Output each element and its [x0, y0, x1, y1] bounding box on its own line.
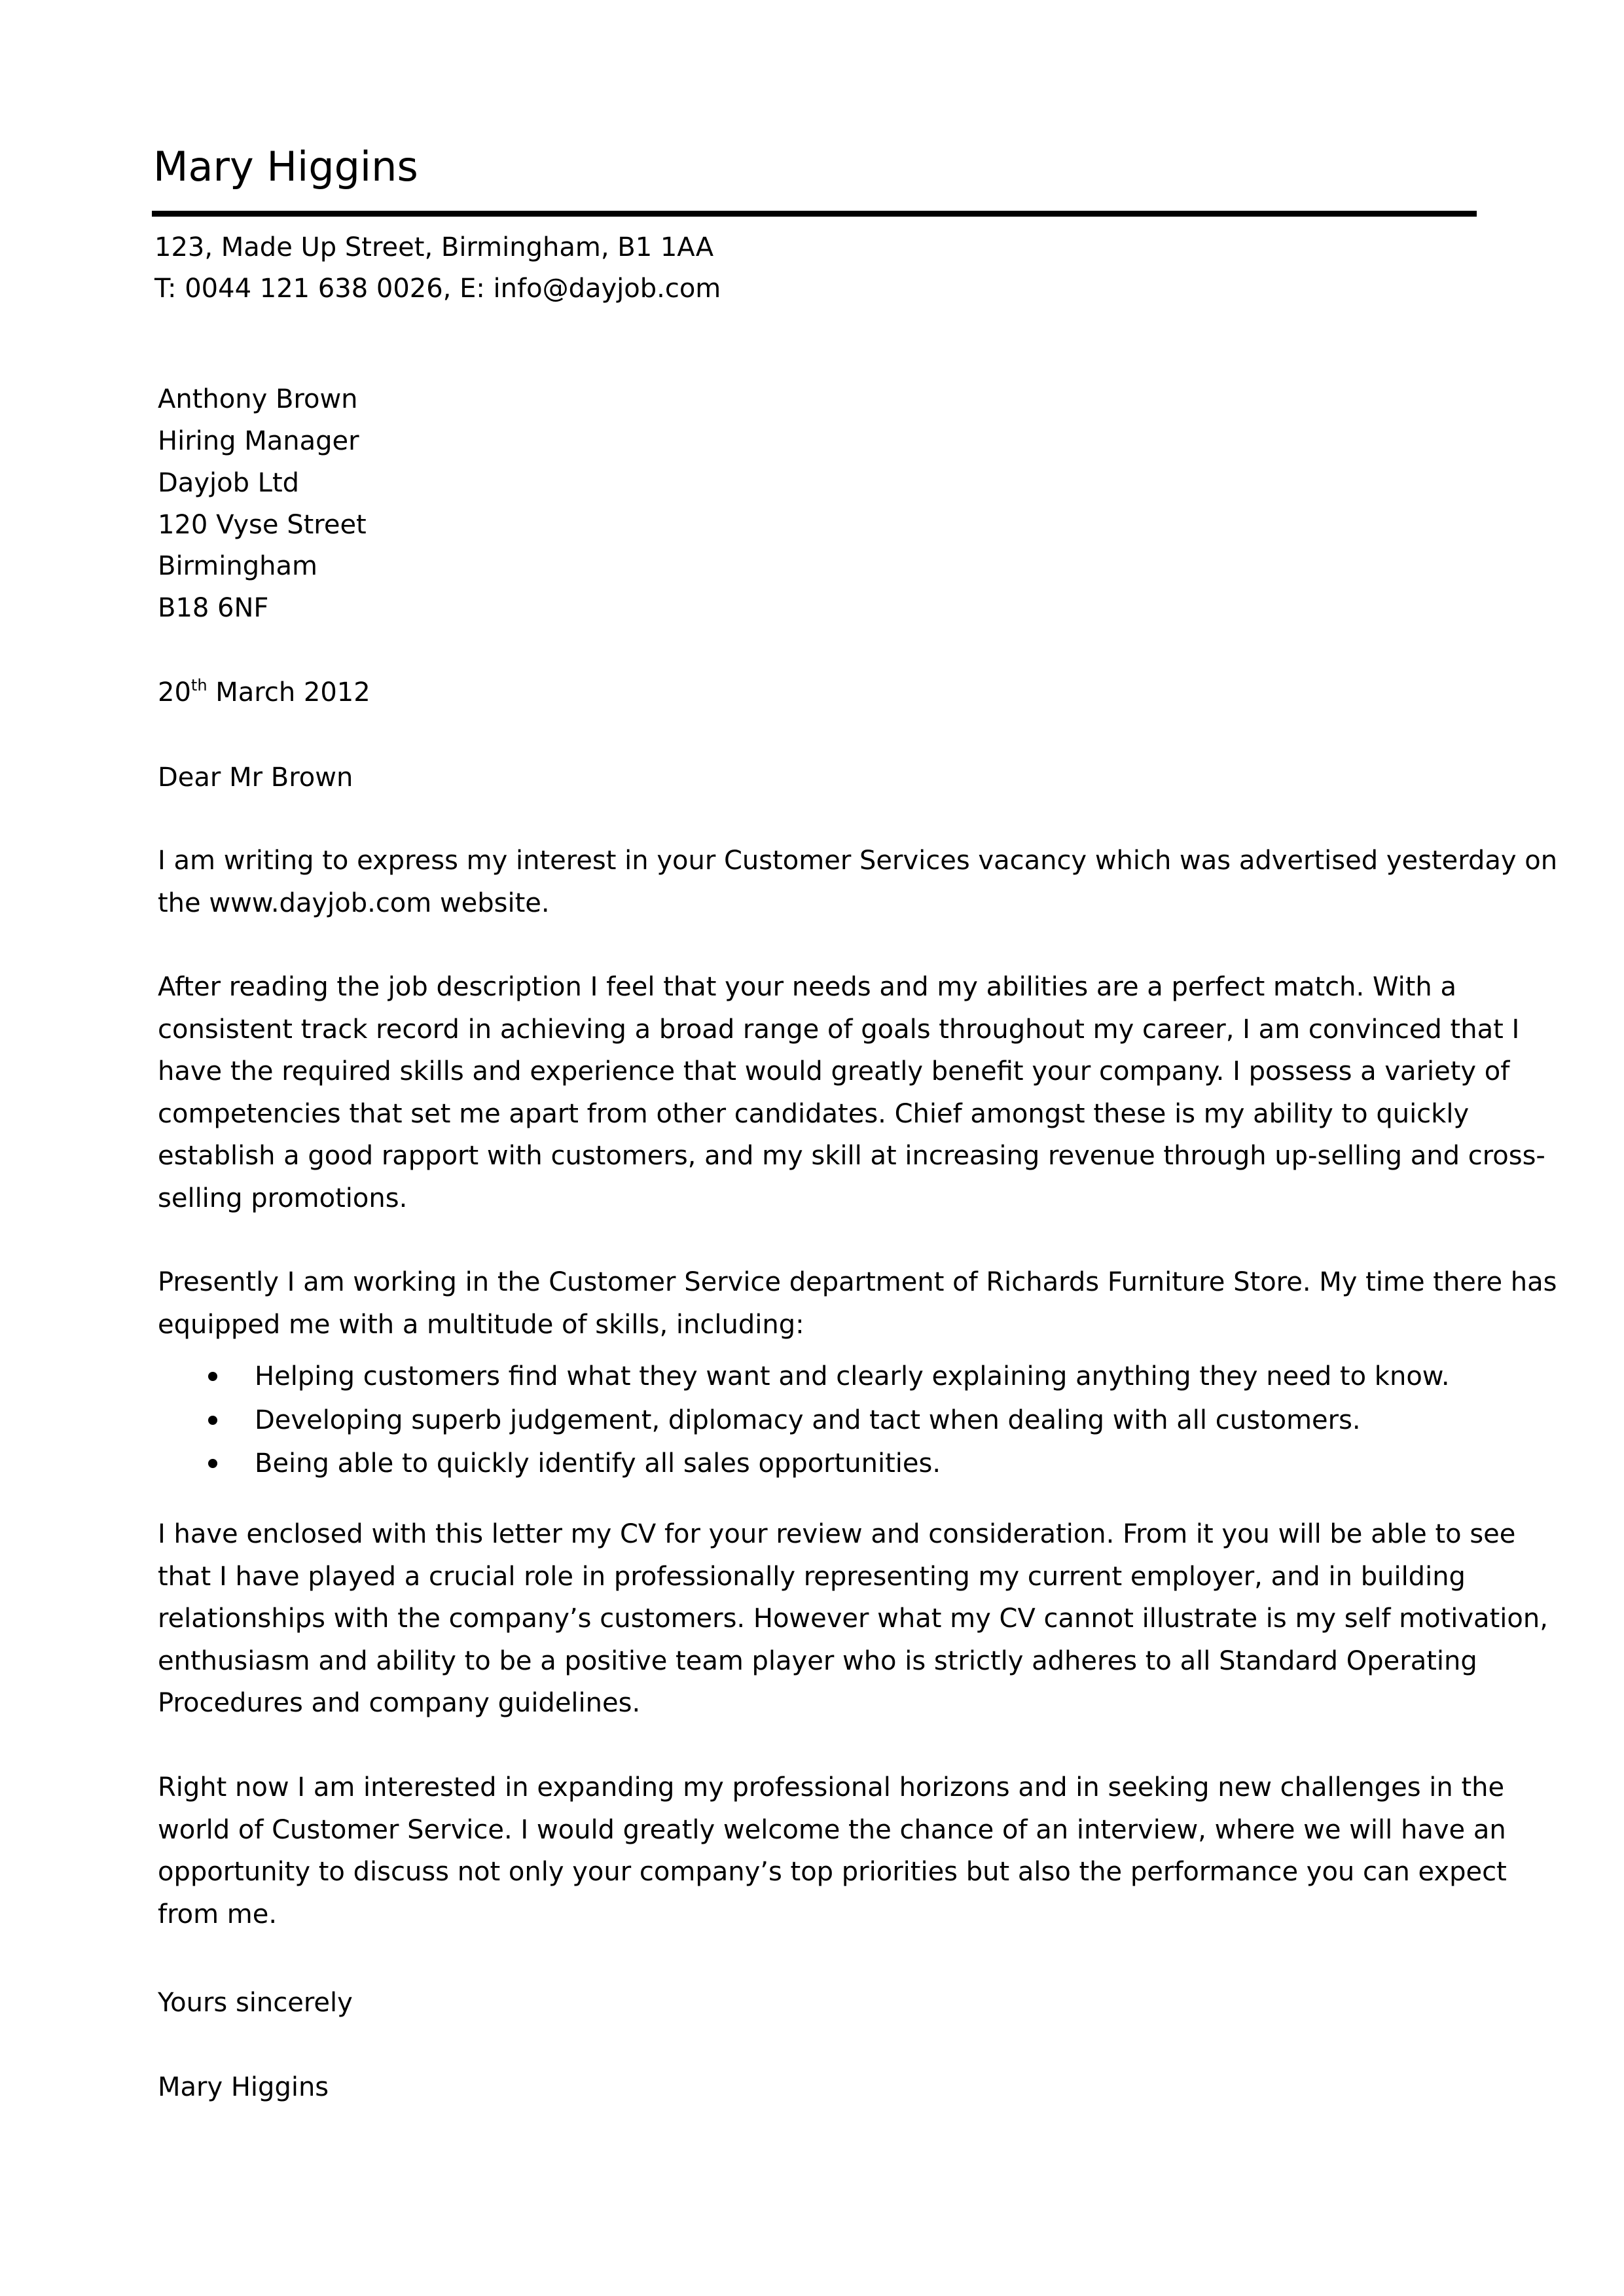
paragraph-line: After reading the job description I feel that your needs and my abilities are a perfect match. With a [158, 972, 1457, 1002]
paragraph-line: I am writing to express my interest in your Customer Services vacancy which was advertised yesterday on [158, 846, 1558, 876]
paragraph-line: consistent track record in achieving a broad range of goals throughout my career, I am convinced that I [158, 1014, 1520, 1045]
list-item: Helping customers find what they want and clearly explaining anything they need to know. [158, 1363, 1475, 1407]
paragraph-line: relationships with the company’s customers. However what my CV cannot illustrate is my self motivation, [158, 1604, 1548, 1634]
bullet-icon [208, 1372, 217, 1381]
paragraph-line: I have enclosed with this letter my CV for your review and consideration. From it you will be able to see [158, 1519, 1516, 1549]
sender-name: Mary Higgins [153, 143, 418, 190]
paragraph-line: competencies that set me apart from other candidates. Chief amongst these is my ability to quickly [158, 1098, 1470, 1129]
bullet-icon [208, 1459, 217, 1468]
paragraph-1 [158, 840, 1558, 924]
paragraph-line: enthusiasm and ability to be a positive team player who is strictly adheres to all Standard Operating [158, 1645, 1477, 1676]
paragraph-line: from me. [158, 1899, 278, 1929]
recipient-street: 120 Vyse Street [158, 510, 367, 540]
bullet-icon [208, 1416, 217, 1425]
date-suffix: th [190, 676, 208, 694]
recipient-name: Anthony Brown [158, 384, 358, 414]
paragraph-line: Procedures and company guidelines. [158, 1688, 641, 1718]
paragraph-3 [158, 1261, 1557, 1346]
paragraph-line: that I have played a crucial role in professionally representing my current employer, and in building [158, 1561, 1466, 1592]
recipient-city: Birmingham [158, 551, 317, 581]
header-divider [152, 211, 1477, 217]
date-rest: March 2012 [207, 677, 370, 708]
paragraph-line: world of Customer Service. I would greatly welcome the chance of an interview, where we will have an [158, 1814, 1506, 1845]
closing: Yours sincerely [158, 1988, 353, 2018]
signature-name: Mary Higgins [158, 2072, 329, 2102]
skills-list [158, 1363, 1475, 1494]
paragraph-line: selling promotions. [158, 1183, 408, 1213]
date-day: 20 [158, 677, 191, 708]
sender-address: 123, Made Up Street, Birmingham, B1 1AA [154, 232, 714, 262]
salutation: Dear Mr Brown [158, 762, 353, 793]
paragraph-line: establish a good rapport with customers, and my skill at increasing revenue through up-selling and cross- [158, 1141, 1545, 1171]
list-item: Being able to quickly identify all sales opportunities. [158, 1450, 1475, 1494]
paragraph-line: have the required skills and experience that would greatly benefit your company. I possess a variety of [158, 1056, 1510, 1086]
paragraph-5 [158, 1767, 1507, 1935]
list-item: Developing superb judgement, diplomacy and tact when dealing with all customers. [158, 1407, 1475, 1451]
paragraph-line: Right now I am interested in expanding my professional horizons and in seeking new challenges in the [158, 1772, 1505, 1803]
letter-date [158, 676, 370, 708]
recipient-title: Hiring Manager [158, 426, 359, 456]
paragraph-line: equipped me with a multitude of skills, including: [158, 1309, 804, 1340]
paragraph-line: the www.dayjob.com website. [158, 888, 550, 918]
paragraph-line: Presently I am working in the Customer Service department of Richards Furniture Store. My time there has [158, 1267, 1557, 1297]
sender-contact: T: 0044 121 638 0026, E: info@dayjob.com [154, 274, 721, 304]
paragraph-line: opportunity to discuss not only your company’s top priorities but also the performance you can expect [158, 1857, 1507, 1887]
recipient-postcode: B18 6NF [158, 593, 269, 623]
paragraph-4 [158, 1513, 1548, 1725]
recipient-company: Dayjob Ltd [158, 468, 300, 498]
paragraph-2 [158, 966, 1545, 1219]
